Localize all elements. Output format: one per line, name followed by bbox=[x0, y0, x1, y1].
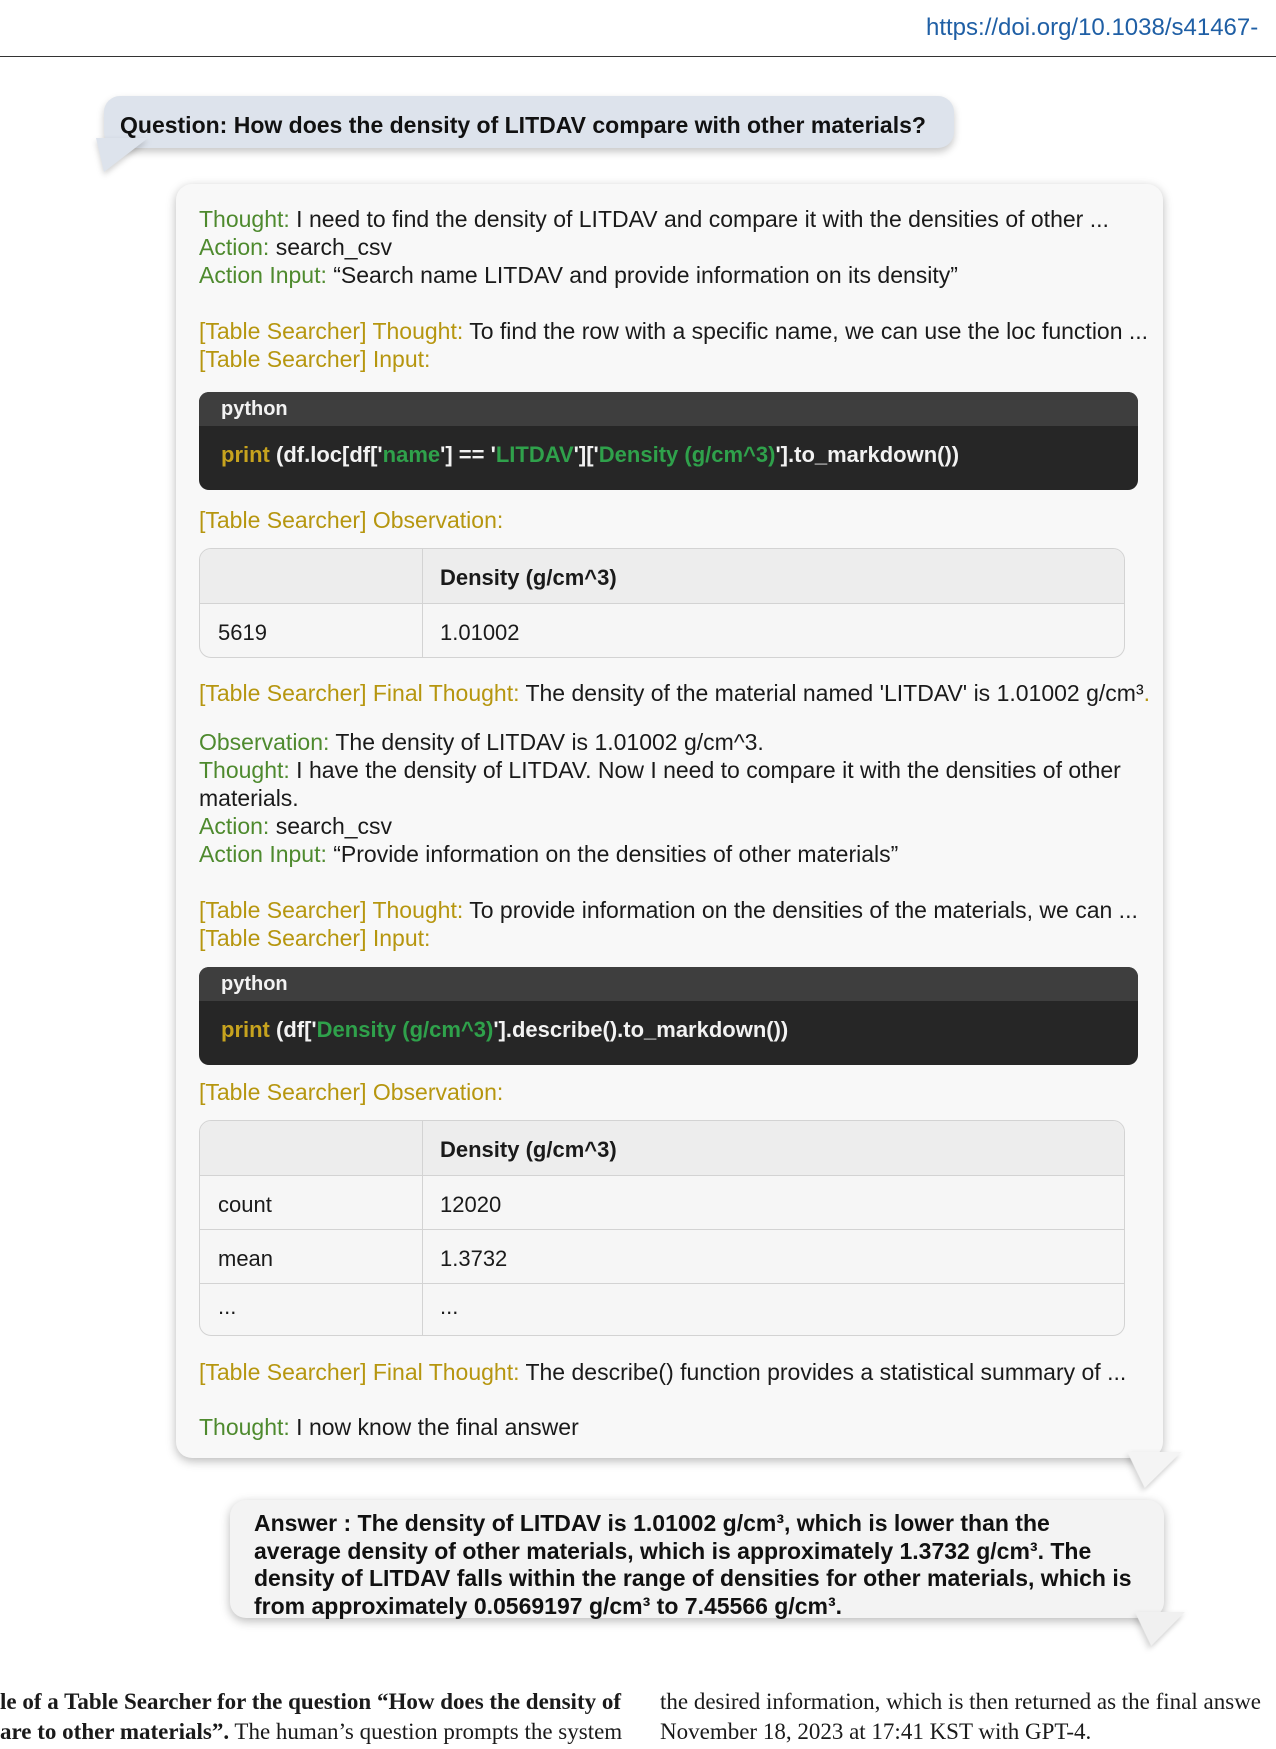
header-divider bbox=[0, 56, 1276, 57]
code-line: print (df['Density (g/cm^3)'].describe().to_markdown()) bbox=[221, 1017, 789, 1042]
answer-bubble bbox=[230, 1500, 1164, 1618]
table-cell: 12020 bbox=[440, 1192, 502, 1217]
table-header-row bbox=[200, 549, 1124, 603]
step2-action-input: Action Input: “Provide information on the densities of other materials” bbox=[199, 841, 899, 867]
table-row bbox=[200, 603, 1124, 657]
table-header-cell: Density (g/cm^3) bbox=[440, 565, 617, 590]
table-header-cell: Density (g/cm^3) bbox=[440, 1137, 617, 1162]
final-thought: Thought: I now know the final answer bbox=[199, 1414, 579, 1440]
step2-action: Action: search_csv bbox=[199, 813, 393, 839]
step2-thought-continued: materials. bbox=[199, 785, 299, 811]
table-cell: mean bbox=[200, 1230, 423, 1283]
searcher2-thought: [Table Searcher] Thought: To provide information on the densities of the materials, we can ... bbox=[199, 897, 1138, 923]
answer-line: average density of other materials, which is approximately 1.3732 g/cm³. The bbox=[254, 1537, 1092, 1564]
table-cell: count bbox=[200, 1176, 423, 1229]
table-row bbox=[200, 1175, 1124, 1229]
code-language-label: python bbox=[199, 392, 1138, 426]
searcher1-observation-label: [Table Searcher] Observation: bbox=[199, 507, 504, 533]
table-header-row bbox=[200, 1121, 1124, 1175]
searcher1-input-label: [Table Searcher] Input: bbox=[199, 346, 431, 372]
searcher2-observation-label: [Table Searcher] Observation: bbox=[199, 1079, 504, 1105]
step2-observation: Observation: The density of LITDAV is 1.01002 g/cm^3. bbox=[199, 729, 764, 755]
searcher1-code-block bbox=[199, 392, 1138, 490]
table-header-cell bbox=[200, 549, 423, 603]
answer-line: from approximately 0.0569197 g/cm³ to 7.45566 g/cm³. bbox=[254, 1592, 843, 1619]
searcher2-code-block bbox=[199, 967, 1138, 1065]
searcher1-final-thought: [Table Searcher] Final Thought: The density of the material named 'LITDAV' is 1.01002 g/cm³. bbox=[199, 680, 1150, 706]
code-language-label: python bbox=[199, 967, 1138, 1001]
question-bubble: Question: How does the density of LITDAV compare with other materials? bbox=[104, 96, 954, 148]
answer-line: Answer : The density of LITDAV is 1.01002 g/cm³, which is lower than the bbox=[254, 1510, 1050, 1536]
figure-caption-left: le of a Table Searcher for the question “How does the density of are to other materials”. The human’s question prompts the system bbox=[0, 1689, 623, 1744]
searcher1-observation-table bbox=[199, 548, 1125, 658]
step2-thought: Thought: I have the density of LITDAV. Now I need to compare it with the densities of other bbox=[199, 757, 1121, 783]
searcher1-thought: [Table Searcher] Thought: To find the row with a specific name, we can use the loc function ... bbox=[199, 318, 1149, 344]
step1-action: Action: search_csv bbox=[199, 234, 393, 260]
table-row bbox=[200, 1283, 1124, 1335]
table-cell: 5619 bbox=[200, 604, 423, 657]
table-cell: 1.3732 bbox=[440, 1246, 508, 1271]
table-cell: 1.01002 bbox=[440, 620, 520, 645]
table-cell: ... bbox=[200, 1284, 423, 1335]
searcher2-input-label: [Table Searcher] Input: bbox=[199, 925, 431, 951]
doi-link[interactable]: https://doi.org/10.1038/s41467- bbox=[926, 14, 1259, 41]
table-header-cell bbox=[200, 1121, 423, 1175]
step1-action-input: Action Input: “Search name LITDAV and provide information on its density” bbox=[199, 262, 958, 288]
answer-line: density of LITDAV falls within the range of densities for other materials, which is bbox=[254, 1565, 1132, 1591]
table-cell: ... bbox=[440, 1294, 459, 1319]
question-bubble-tail bbox=[96, 138, 148, 172]
step1-thought: Thought: I need to find the density of LITDAV and compare it with the densities of other ... bbox=[199, 206, 1109, 232]
code-line: print (df.loc[df['name'] == 'LITDAV']['Density (g/cm^3)'].to_markdown()) bbox=[221, 442, 960, 467]
table-row bbox=[200, 1229, 1124, 1283]
searcher2-final-thought: [Table Searcher] Final Thought: The describe() function provides a statistical summary of ... bbox=[199, 1359, 1127, 1385]
figure-caption-right: the desired information, which is then returned as the final answe November 18, 2023 at 17:41 KST with GPT-4. bbox=[660, 1689, 1262, 1744]
searcher2-observation-table bbox=[199, 1120, 1125, 1336]
